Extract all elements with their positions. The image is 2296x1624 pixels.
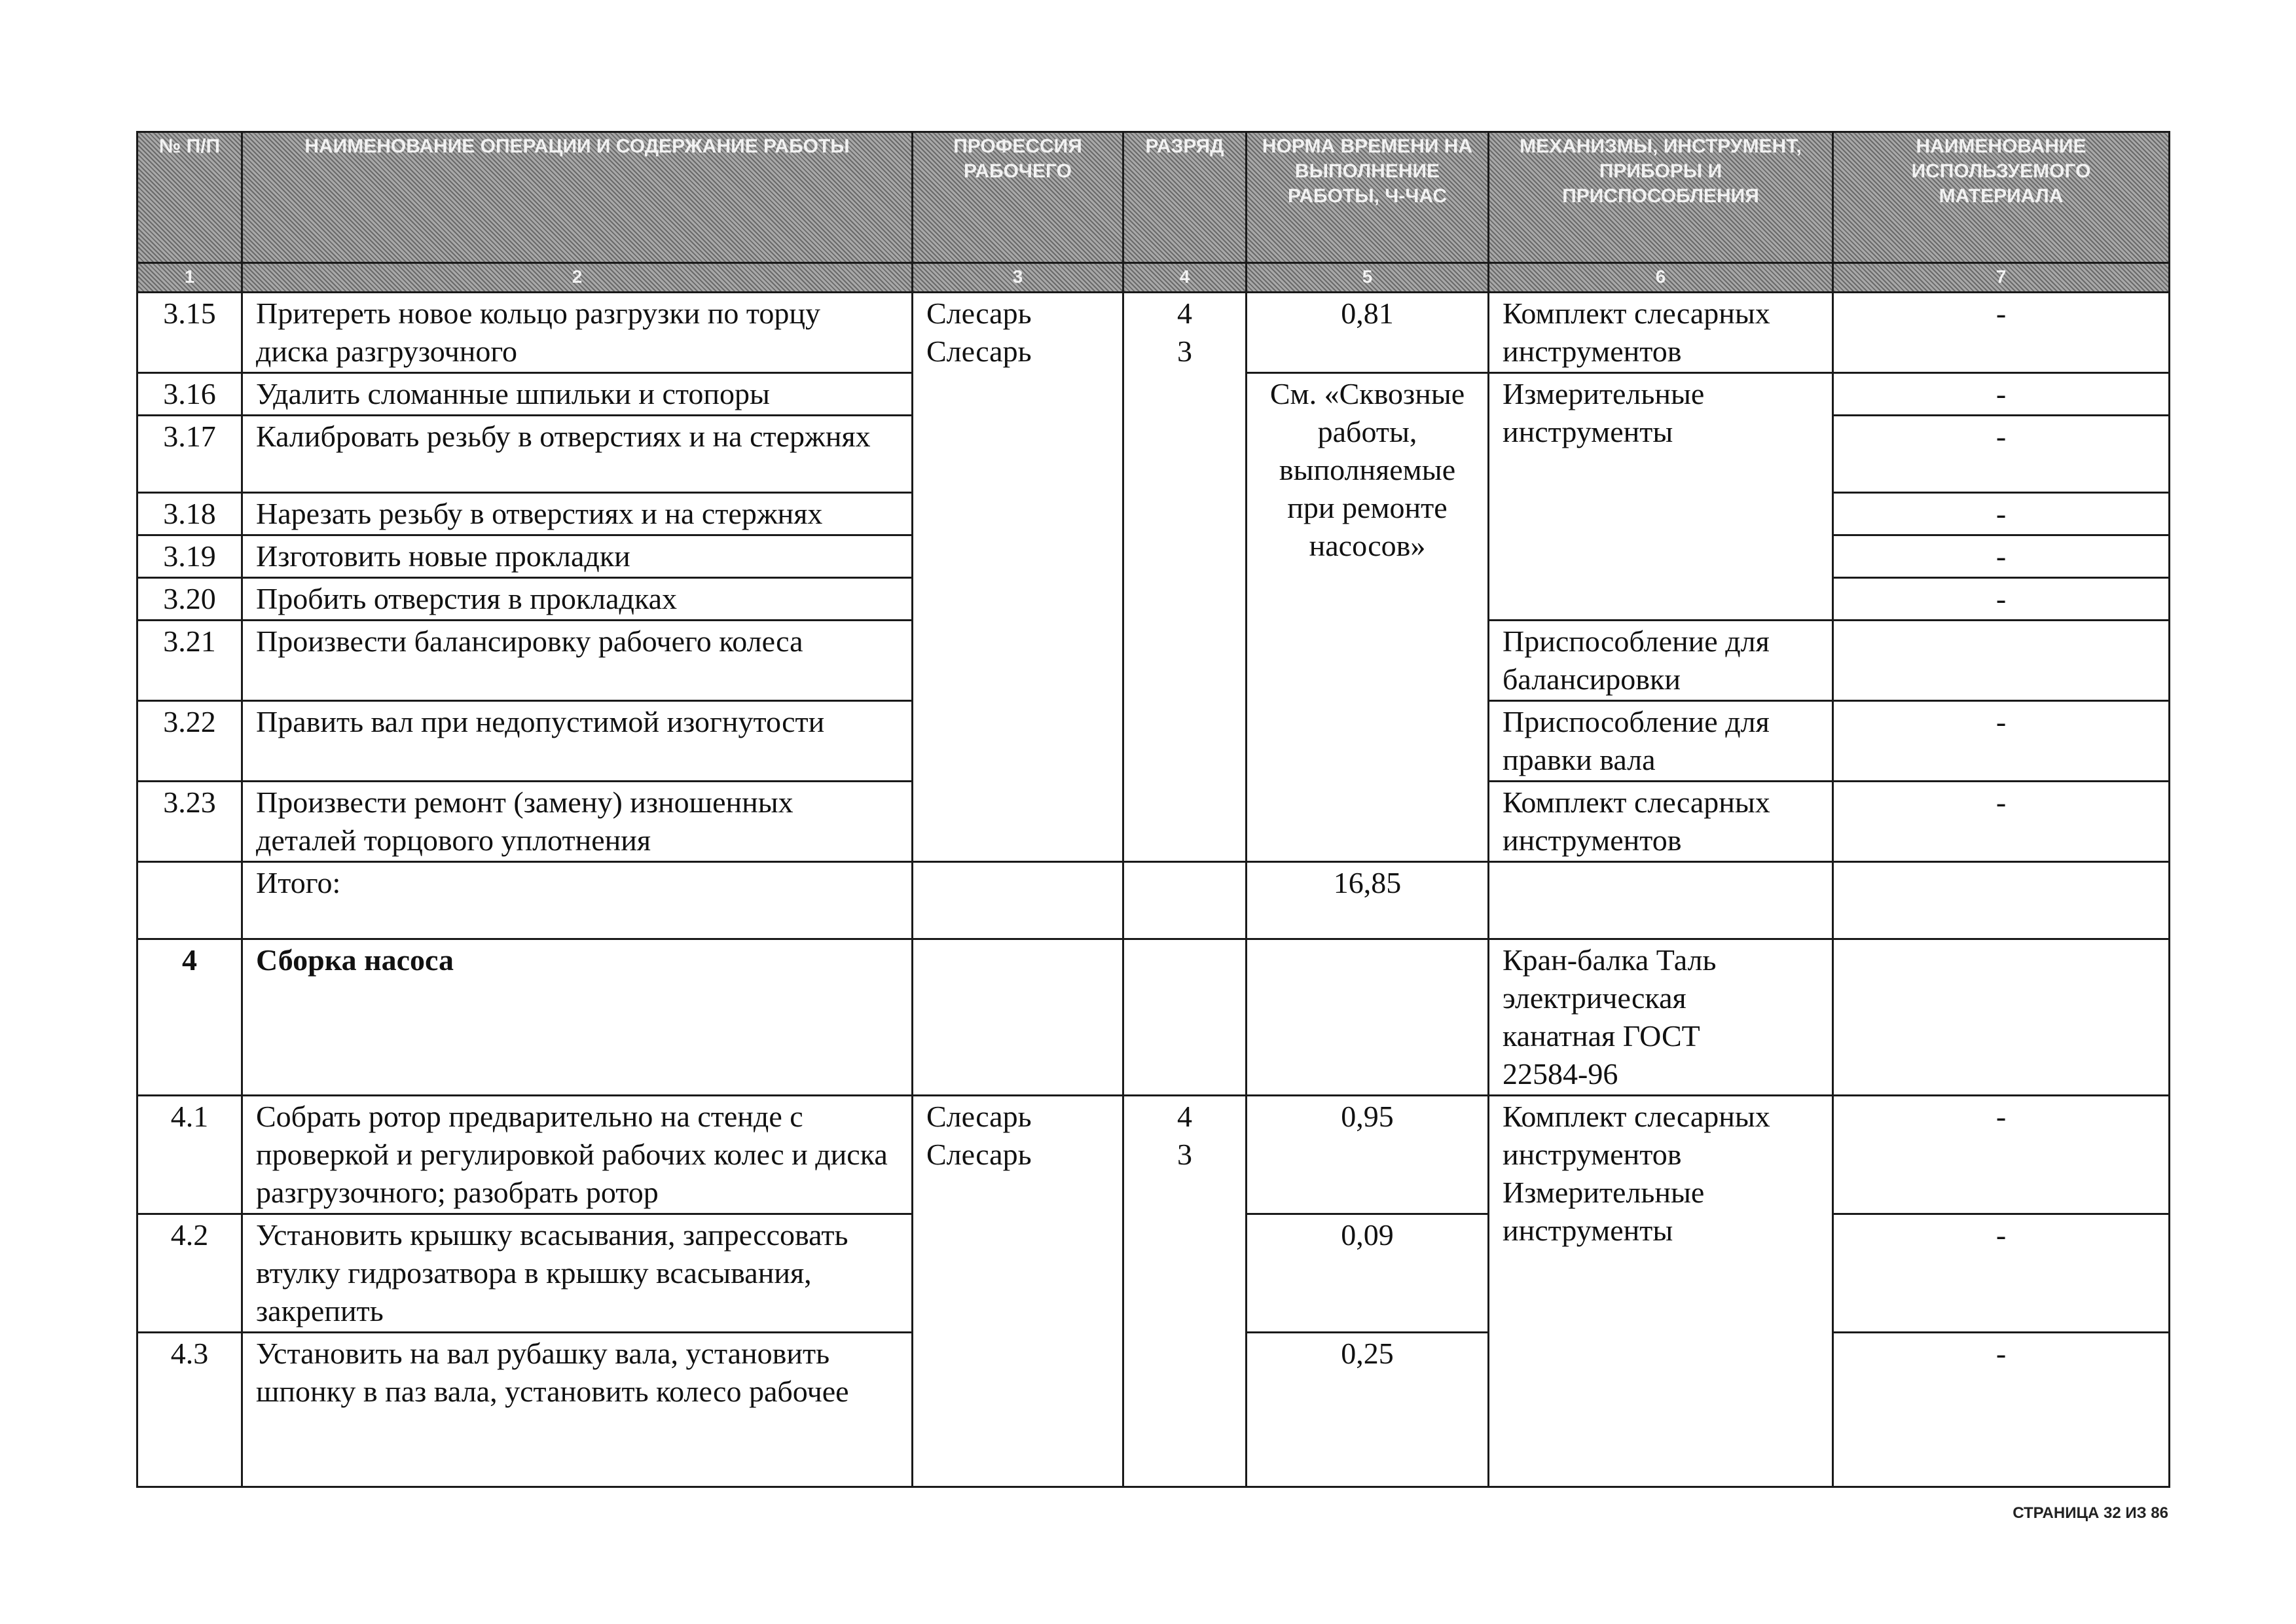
tools-cell: Комплект слесарных инструментов [1489, 782, 1833, 862]
row-number: 3.22 [137, 701, 242, 782]
tools-cell: Измерительные инструменты [1489, 373, 1833, 621]
row-number: 4.2 [137, 1214, 242, 1333]
column-number: 7 [1833, 263, 2170, 293]
header-row [137, 132, 2170, 263]
tools-cell: Кран-балка Таль электрическая канатная ГОСТ 22584-96 [1489, 939, 1833, 1096]
tools-cell: Приспособление для правки вала [1489, 701, 1833, 782]
column-number: 6 [1489, 263, 1833, 293]
grade-cell: 4 3 [1123, 1096, 1247, 1487]
row-number: 3.15 [137, 293, 242, 373]
operation-text: Пробить отверстия в прокладках [242, 578, 913, 621]
operations-table [136, 131, 2170, 1488]
header-tools: МЕХАНИЗМЫ, ИНСТРУМЕНТ, ПРИБОРЫ И ПРИСПОСОБЛЕНИЯ [1489, 132, 1833, 263]
profession-cell: Слесарь Слесарь [913, 1096, 1123, 1487]
material-cell: - [1833, 373, 2170, 416]
material-cell: - [1833, 701, 2170, 782]
time-norm: См. «Сквозные работы, выполняемые при ремонте насосов» [1247, 373, 1489, 862]
material-cell [1833, 621, 2170, 701]
material-cell: - [1833, 493, 2170, 535]
section-title: Сборка насоса [242, 939, 913, 1096]
time-norm: 0,09 [1247, 1214, 1489, 1333]
column-number: 1 [137, 263, 242, 293]
column-number: 2 [242, 263, 913, 293]
row-number: 3.17 [137, 416, 242, 493]
total-label: Итого: [242, 862, 913, 939]
table-row [137, 1096, 2170, 1214]
total-row [137, 862, 2170, 939]
header-time-norm: НОРМА ВРЕМЕНИ НА ВЫПОЛНЕНИЕ РАБОТЫ, Ч-ЧАС [1247, 132, 1489, 263]
row-number: 3.21 [137, 621, 242, 701]
material-cell: - [1833, 1333, 2170, 1487]
column-number: 5 [1247, 263, 1489, 293]
header-operation: НАИМЕНОВАНИЕ ОПЕРАЦИИ И СОДЕРЖАНИЕ РАБОТЫ [242, 132, 913, 263]
material-cell: - [1833, 782, 2170, 862]
operation-text: Нарезать резьбу в отверстиях и на стержнях [242, 493, 913, 535]
material-cell: - [1833, 416, 2170, 493]
operation-text: Калибровать резьбу в отверстиях и на стержнях [242, 416, 913, 493]
header-profession: ПРОФЕССИЯ РАБОЧЕГО [913, 132, 1123, 263]
tools-cell: Комплект слесарных инструментов [1489, 293, 1833, 373]
section-row [137, 939, 2170, 1096]
time-norm: 0,95 [1247, 1096, 1489, 1214]
page-number: СТРАНИЦА 32 ИЗ 86 [2013, 1504, 2168, 1522]
operation-text: Удалить сломанные шпильки и стопоры [242, 373, 913, 416]
material-cell: - [1833, 293, 2170, 373]
operation-text: Притереть новое кольцо разгрузки по торцу диска разгрузочного [242, 293, 913, 373]
material-cell: - [1833, 1096, 2170, 1214]
tools-cell: Комплект слесарных инструментов Измерительные инструменты [1489, 1096, 1833, 1487]
material-cell: - [1833, 535, 2170, 578]
header-material: НАИМЕНОВАНИЕ ИСПОЛЬЗУЕМОГО МАТЕРИАЛА [1833, 132, 2170, 263]
column-number: 3 [913, 263, 1123, 293]
column-number: 4 [1123, 263, 1247, 293]
row-number: 3.19 [137, 535, 242, 578]
row-number: 4.1 [137, 1096, 242, 1214]
total-time-norm: 16,85 [1247, 862, 1489, 939]
grade-cell: 4 3 [1123, 293, 1247, 862]
column-number-row [137, 263, 2170, 293]
profession-cell: Слесарь Слесарь [913, 293, 1123, 862]
operation-text: Править вал при недопустимой изогнутости [242, 701, 913, 782]
row-number: 3.16 [137, 373, 242, 416]
table-row [137, 293, 2170, 373]
row-number: 3.20 [137, 578, 242, 621]
operation-text: Произвести ремонт (замену) изношенных деталей торцового уплотнения [242, 782, 913, 862]
header-grade: РАЗРЯД [1123, 132, 1247, 263]
operation-text: Установить крышку всасывания, запрессовать втулку гидрозатвора в крышку всасывания, закрепить [242, 1214, 913, 1333]
operation-text: Установить на вал рубашку вала, установить шпонку в паз вала, установить колесо рабочее [242, 1333, 913, 1487]
header-num: № П/П [137, 132, 242, 263]
row-number: 3.18 [137, 493, 242, 535]
row-number: 4.3 [137, 1333, 242, 1487]
operation-text: Изготовить новые прокладки [242, 535, 913, 578]
operation-text: Собрать ротор предварительно на стенде с проверкой и регулировкой рабочих колес и диска разгрузочного; разобрать ротор [242, 1096, 913, 1214]
section-number: 4 [137, 939, 242, 1096]
operation-text: Произвести балансировку рабочего колеса [242, 621, 913, 701]
time-norm: 0,81 [1247, 293, 1489, 373]
material-cell: - [1833, 578, 2170, 621]
tools-cell: Приспособление для балансировки [1489, 621, 1833, 701]
row-number: 3.23 [137, 782, 242, 862]
material-cell: - [1833, 1214, 2170, 1333]
time-norm: 0,25 [1247, 1333, 1489, 1487]
